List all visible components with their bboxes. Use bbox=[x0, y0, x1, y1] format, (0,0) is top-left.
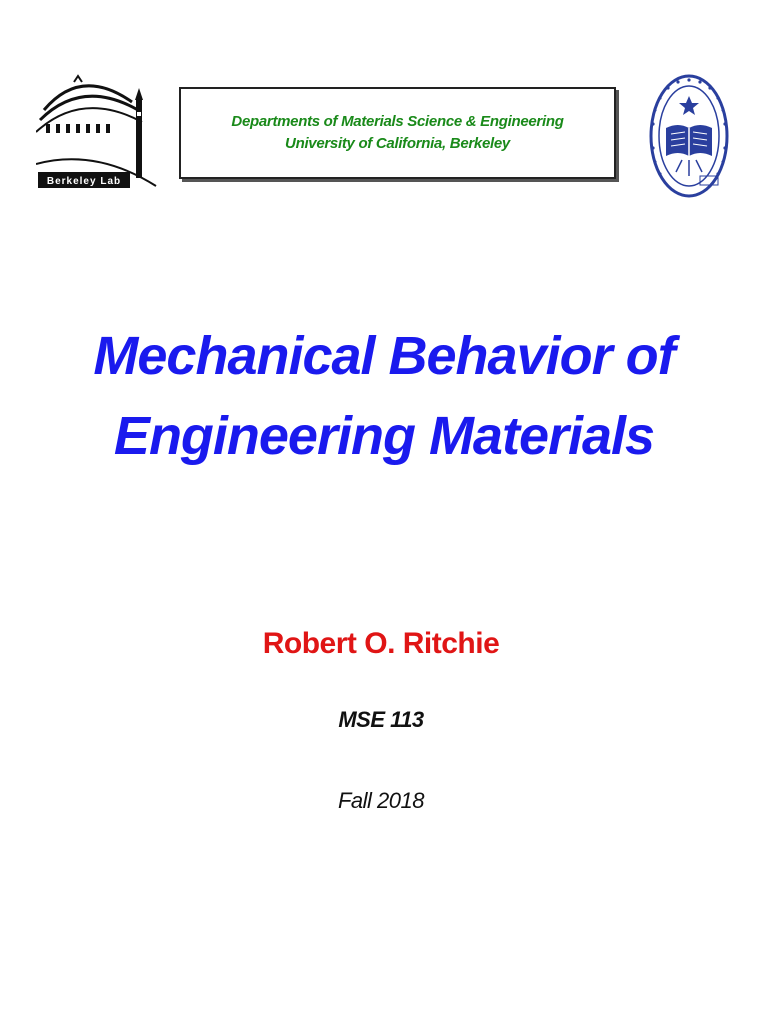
department-line: Departments of Materials Science & Engineering bbox=[231, 113, 564, 130]
title-line-2: Engineering Materials bbox=[113, 406, 655, 466]
berkeley-lab-logo bbox=[36, 68, 160, 194]
title-line-1: Mechanical Behavior of bbox=[93, 326, 675, 386]
university-line: University of California, Berkeley bbox=[285, 135, 510, 152]
term-label: Fall 2018 bbox=[337, 788, 424, 813]
berkeley-lab-label: Berkeley Lab bbox=[46, 176, 122, 187]
university-of-california-seal bbox=[648, 72, 730, 200]
course-code: MSE 113 bbox=[338, 707, 424, 732]
department-header bbox=[179, 87, 616, 179]
page-title bbox=[0, 316, 768, 476]
author-name: Robert O. Ritchie bbox=[262, 627, 500, 660]
